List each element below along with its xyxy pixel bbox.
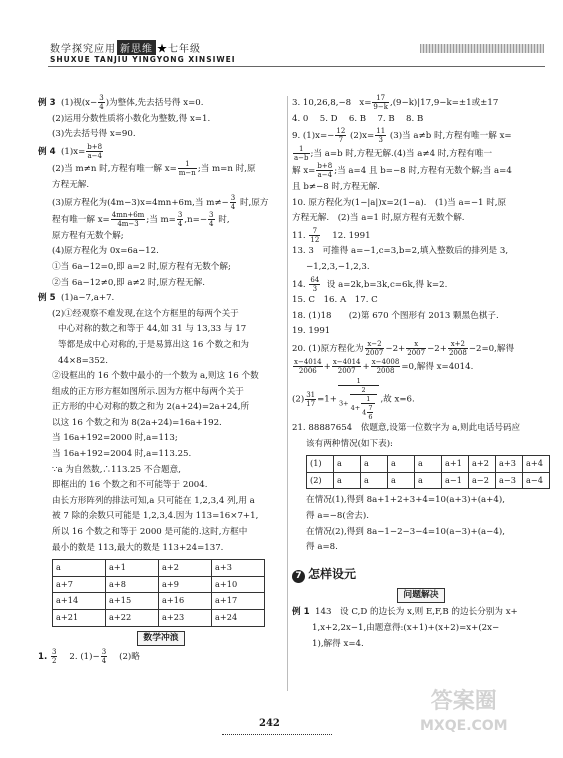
text-line: 被 7 除的余数只可能是 1,2,3,4.因为 113=16×7+1, xyxy=(52,511,259,522)
text-line: (3)先去括号得 x=90. xyxy=(52,129,136,140)
text-line: 13. 3 可推得 a=−1,c=3,b=2,填入整数后的排列是 3, xyxy=(292,246,509,257)
text-line: 中心对称的数之和等于 44,如 31 与 13,33 与 17 xyxy=(58,324,247,335)
section-label-problem-solving: 问题解决 xyxy=(397,588,444,603)
text-line: 1,x+2,2x−1,由题意得:(x+1)+(x+2)=x+(2x− xyxy=(312,623,500,634)
text-line: 11. $\frac{7}{12}$ 12. 1991 xyxy=(292,226,371,244)
text-line: 组成的正方形方框如图所示.因为方框中每两个关于 xyxy=(52,386,244,397)
text-line: ②设框出的 16 个数中最小的一个数为 a,则这 16 个数 xyxy=(52,371,259,382)
text-line: (3)原方程化为(4m−3)x=4mn+6m,当 m≠− $\frac{3}{4}$ 时,原方 xyxy=(52,193,269,211)
text-line: 例 5 (1)a−7,a+7. xyxy=(38,293,115,304)
phone-digits-table xyxy=(306,455,550,489)
continued-fraction-line: (2) $\frac{31}{17}$ =1+ 1 3+ 2 4+ 1 4 $\frac{7}{6}$ ,故 x=6. xyxy=(292,377,415,422)
table-row: a+14 a+15 a+16 a+17 xyxy=(53,593,265,610)
text-line: 18. (1)18 (2)第 670 个图形有 2013 颗黑色棋子. xyxy=(292,310,499,321)
text-line: 例 4 (1)x= $\frac{b+8}{a-4}$ xyxy=(38,142,103,160)
text-line: 1. $\frac{3}{2}$ 2. (1)− $\frac{3}{4}$ (2)略 xyxy=(38,648,140,666)
text-line: 所以 16 个数之和等于 2000 是可能的.这时,方框中 xyxy=(52,527,248,538)
text-line: 15. C 16. A 17. C xyxy=(292,295,378,306)
header-prefix: 数学探究应用 xyxy=(50,44,116,55)
text-line: 4. 0 5. D 6. B 7. B 8. B xyxy=(292,113,424,124)
text-line: 且 b≠−8 时,方程无解. xyxy=(292,181,380,192)
text-line: 正方形的中心对称的数之和为 2(a+24)=2a+24,所 xyxy=(52,402,250,413)
text-line: 在情况(2),得到 8a−1−2−3−4=10(a−3)+(a−4), xyxy=(306,526,505,537)
text-line: 程有唯一解 x= $\frac{4mn+6m}{4m-3}$ ;当 m= $\frac{3}{4}$ ,n=− $\frac{3}{4}$ 时, xyxy=(52,211,230,229)
number-grid-table xyxy=(52,559,265,626)
text-line: 方程无解. (2)当 a=1 时,原方程有无数个解. xyxy=(292,213,465,224)
text-line: ∵a 为自然数,∴113.25 不合题意, xyxy=(52,464,181,475)
text-line: 解 x= $\frac{b+8}{a-4}$ ;当 a=4 且 b=−8 时,方程有无数个解;当 a=4 xyxy=(292,162,512,180)
text-line: 方程无解. xyxy=(52,179,90,190)
table-row: a+21 a+22 a+23 a+24 xyxy=(53,610,265,627)
text-line: 最小的数是 113,最大的数是 113+24=137. xyxy=(52,542,224,553)
text-line: 10. 原方程化为(1−|a|)x=2(1−a). (1)当 a=−1 时,原 xyxy=(292,197,507,208)
text-line: (2)①经观察不难发现,在这个方框里的每两个关于 xyxy=(52,308,239,319)
text-line: 在情况(1),得到 8a+1+2+3+4=10(a+3)+(a+4), xyxy=(306,495,505,506)
section-title: 怎样设元 xyxy=(308,566,357,581)
text-line: 21. 88887654 依题意,设第一位数字为 a,则此电话号码应 xyxy=(292,423,521,434)
page-number: 242 xyxy=(259,718,280,729)
text-line: 即框出的 16 个数之和不可能等于 2004. xyxy=(52,480,208,491)
header-pinyin: SHUXUE TANJIU YINGYONG XINSIWEI xyxy=(50,55,236,64)
text-line: 该有两种情况(如下表): xyxy=(306,438,393,449)
text-line: ①当 6a−12=0,即 a=2 时,原方程有无数个解; xyxy=(52,261,231,272)
text-line: 原方程有无数个解; xyxy=(52,230,124,241)
text-line: 1),解得 x=4. xyxy=(312,638,364,649)
text-line: 3. 10,26,8,−8 x= $\frac{17}{9-k}$ ,(9−k)|17,9−k=±1或±17 xyxy=(292,94,499,111)
header-brand: 新思维 xyxy=(117,40,156,55)
text-line: 14. $\frac{64}{3}$ 设 a=2k,b=3k,c=6k,得 k=2. xyxy=(292,275,448,293)
section-heading xyxy=(292,564,550,584)
text-line: 由长方形阵列的排法可知,a 只可能在 1,2,3,4 列,用 a xyxy=(52,495,255,506)
text-line: $\frac{1}{a-b}$ ;当 a=b 时,方程无解.(4)当 a≠4 时,方程有唯一 xyxy=(294,144,493,162)
text-line: −1,2,3,−1,2,3. xyxy=(306,261,370,272)
table-row: a a+1 a+2 a+3 xyxy=(53,560,265,577)
section-number: 7 xyxy=(292,570,305,583)
text-line: 以这 16 个数之和为 8(2a+24)=16a+192. xyxy=(52,417,222,428)
left-column xyxy=(38,94,284,666)
table-row: a+7 a+8 a+9 a+10 xyxy=(53,576,265,593)
text-line: ②当 6a−12≠0,即 a≠2 时,原方程无解. xyxy=(52,277,205,288)
text-line: (2)当 m≠n 时,方程有唯一解 x= $\frac{1}{m-n}$ ;当 m=n 时,原 xyxy=(52,160,256,178)
header-rule xyxy=(48,66,545,67)
text-line: $\frac{x-4014}{2006}$ + $\frac{x-4014}{2007}$ + $\frac{x-4008}{2008}$ =0,解得 x=4014. xyxy=(294,357,474,375)
header-grade: 七年级 xyxy=(168,44,201,55)
text-line: 当 16a+192=2004 时,a=113.25. xyxy=(52,449,192,460)
table-row: (2) a a a a a−1 a−2 a−3 a−4 xyxy=(307,472,550,489)
watermark-logo: 答案圈 MXQE.COM xyxy=(420,689,508,734)
text-line: 等都是成中心对称的,于是易算出这 16 个数之和为 xyxy=(58,339,250,350)
table-row: (1) a a a a a+1 a+2 a+3 a+4 xyxy=(307,456,550,473)
text-line: 当 16a+192=2000 时,a=113; xyxy=(52,433,178,444)
text-line: 得 a=8. xyxy=(306,542,338,553)
section-label-math-surf: 数学冲浪 xyxy=(137,631,184,646)
text-line: 20. (1)原方程化为 $\frac{x-2}{2007}$ −2+ $\frac{x}{2007}$ −2+ $\frac{x+2}{2008}$ −2=0,解得 xyxy=(292,339,515,357)
text-line: 例 1 143 设 C,D 的边长为 x,则 E,F,B 的边长分别为 x+ xyxy=(292,607,518,618)
text-line: 例 3 (1)视(x− $\frac{3}{4}$ )为整体,先去括号得 x=0. xyxy=(38,94,204,111)
text-line: (4)原方程化为 0x=6a−12. xyxy=(52,246,159,257)
text-line: 9. (1)x=− $\frac{12}{7}$ (2)x= $\frac{11}{3}$ (3)当 a≠b 时,方程有唯一解 x= xyxy=(292,127,512,145)
text-line: (2)运用分数性质将小数化为整数,得 x=1. xyxy=(52,113,211,124)
right-column xyxy=(292,94,550,652)
text-line: 得 a=−8(舍去). xyxy=(306,511,369,522)
footer-decoration xyxy=(222,734,332,735)
header-title xyxy=(50,40,201,55)
header-decoration xyxy=(420,44,544,53)
star-icon: ★ xyxy=(157,44,168,55)
text-line: 44×8=352. xyxy=(58,355,108,366)
column-divider xyxy=(287,96,288,691)
text-line: 19. 1991 xyxy=(292,326,331,337)
